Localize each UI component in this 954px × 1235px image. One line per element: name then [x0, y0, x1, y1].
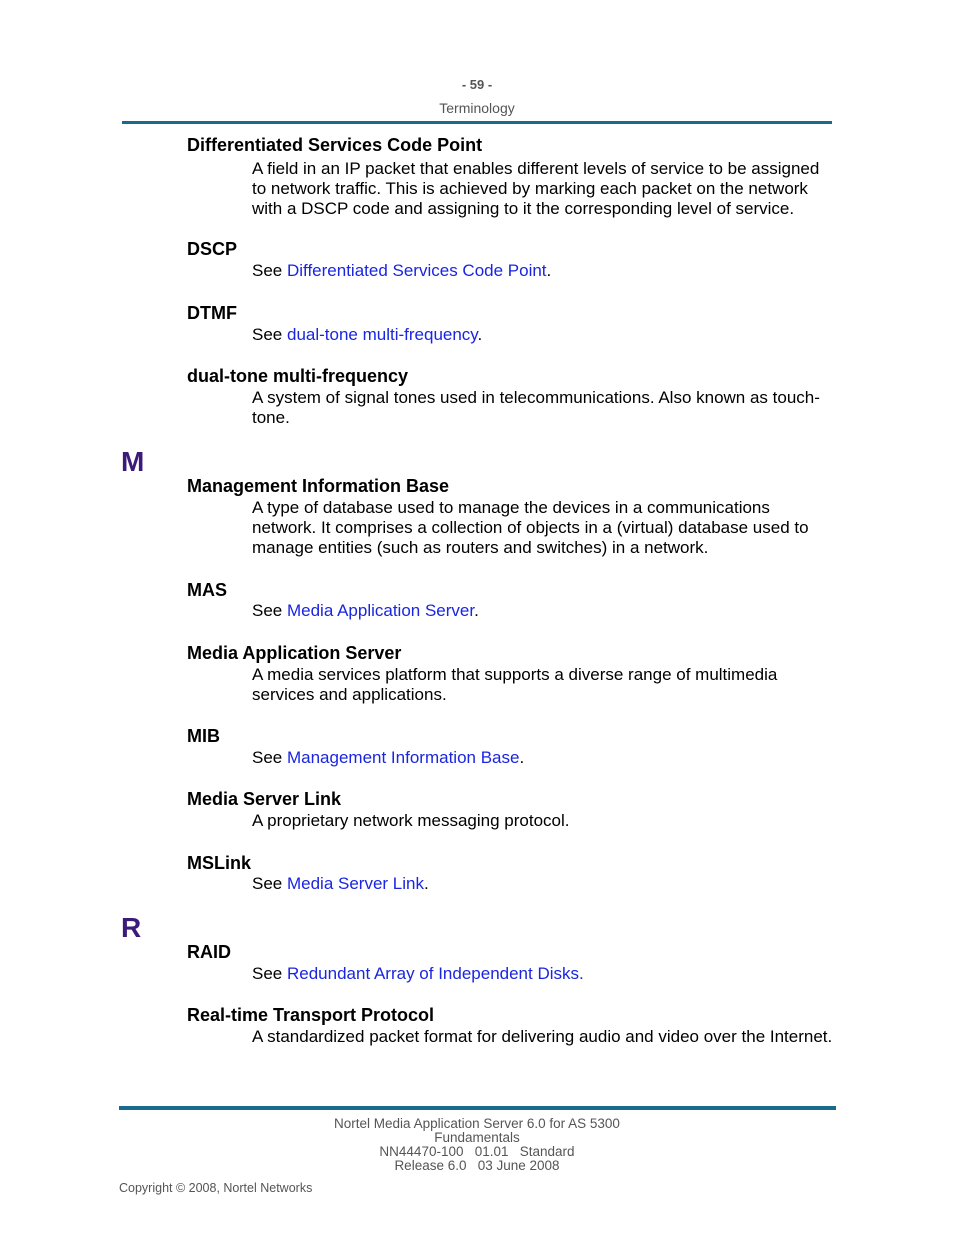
cross-reference-link[interactable]: dual-tone multi-frequency: [286, 325, 478, 344]
letter-heading-m: M: [121, 446, 145, 477]
term-see-reference: See Media Server Link.: [252, 874, 429, 893]
term-definition: A standardized packet format for delivering audio and video over the Internet.: [252, 1027, 833, 1046]
term-heading: Real-time Transport Protocol: [187, 1005, 435, 1025]
term-heading: DTMF: [187, 303, 237, 323]
term-definition: A media services platform that supports a diverse range of multimedia services and applications.: [252, 665, 778, 704]
header-rule: [122, 121, 832, 124]
term-heading: MIB: [187, 726, 220, 746]
footer-product: Nortel Media Application Server 6.0 for AS 5300: [334, 1116, 620, 1131]
term-heading: Media Application Server: [187, 643, 402, 663]
footer-rule: [119, 1106, 836, 1110]
term-see-reference: See Media Application Server.: [252, 601, 479, 620]
copyright-notice: Copyright © 2008, Nortel Networks: [119, 1181, 313, 1195]
cross-reference-link[interactable]: Redundant Array of Independent Disks.: [286, 964, 584, 983]
term-heading: DSCP: [187, 239, 238, 259]
section-title: Terminology: [439, 100, 515, 116]
cross-reference-link[interactable]: Media Server Link: [286, 874, 424, 893]
page-footer: [0, 1117, 954, 1173]
term-heading: Media Server Link: [187, 789, 342, 809]
term-see-reference: See dual-tone multi-frequency.: [252, 325, 483, 344]
term-see-reference: See Management Information Base.: [252, 748, 525, 767]
term-definition: A system of signal tones used in telecommunications. Also known as touch-tone.: [252, 388, 820, 427]
page-number: - 59 -: [461, 77, 493, 92]
term-definition: A proprietary network messaging protocol.: [252, 811, 570, 830]
footer-doc-number: NN44470-100 01.01 Standard: [379, 1144, 575, 1159]
term-heading: Management Information Base: [187, 476, 450, 496]
footer-doc-title: Fundamentals: [434, 1130, 520, 1145]
cross-reference-link[interactable]: Management Information Base: [286, 748, 520, 767]
cross-reference-link[interactable]: Differentiated Services Code Point: [286, 261, 547, 280]
term-heading: MAS: [187, 580, 227, 600]
letter-heading-r: R: [121, 912, 142, 943]
term-definition: A field in an IP packet that enables different levels of service to be assigned to network traffic. This is achieved by marking each packet on the network with a DSCP code and assigning to it the corresponding level of service.: [252, 159, 820, 218]
term-heading: RAID: [187, 942, 231, 962]
term-heading: MSLink: [187, 853, 252, 873]
cross-reference-link[interactable]: Media Application Server: [286, 601, 475, 620]
term-see-reference: See Differentiated Services Code Point.: [252, 261, 552, 280]
page-header: [0, 76, 954, 117]
term-see-reference: See Redundant Array of Independent Disks.: [252, 964, 584, 983]
footer-release: Release 6.0 03 June 2008: [394, 1158, 560, 1173]
term-heading: Differentiated Services Code Point: [187, 135, 483, 155]
term-definition: A type of database used to manage the devices in a communications network. It comprises a collection of objects in a (virtual) database used to manage entities (such as routers and switches) in a network.: [252, 498, 809, 557]
term-heading: dual-tone multi-frequency: [187, 366, 409, 386]
